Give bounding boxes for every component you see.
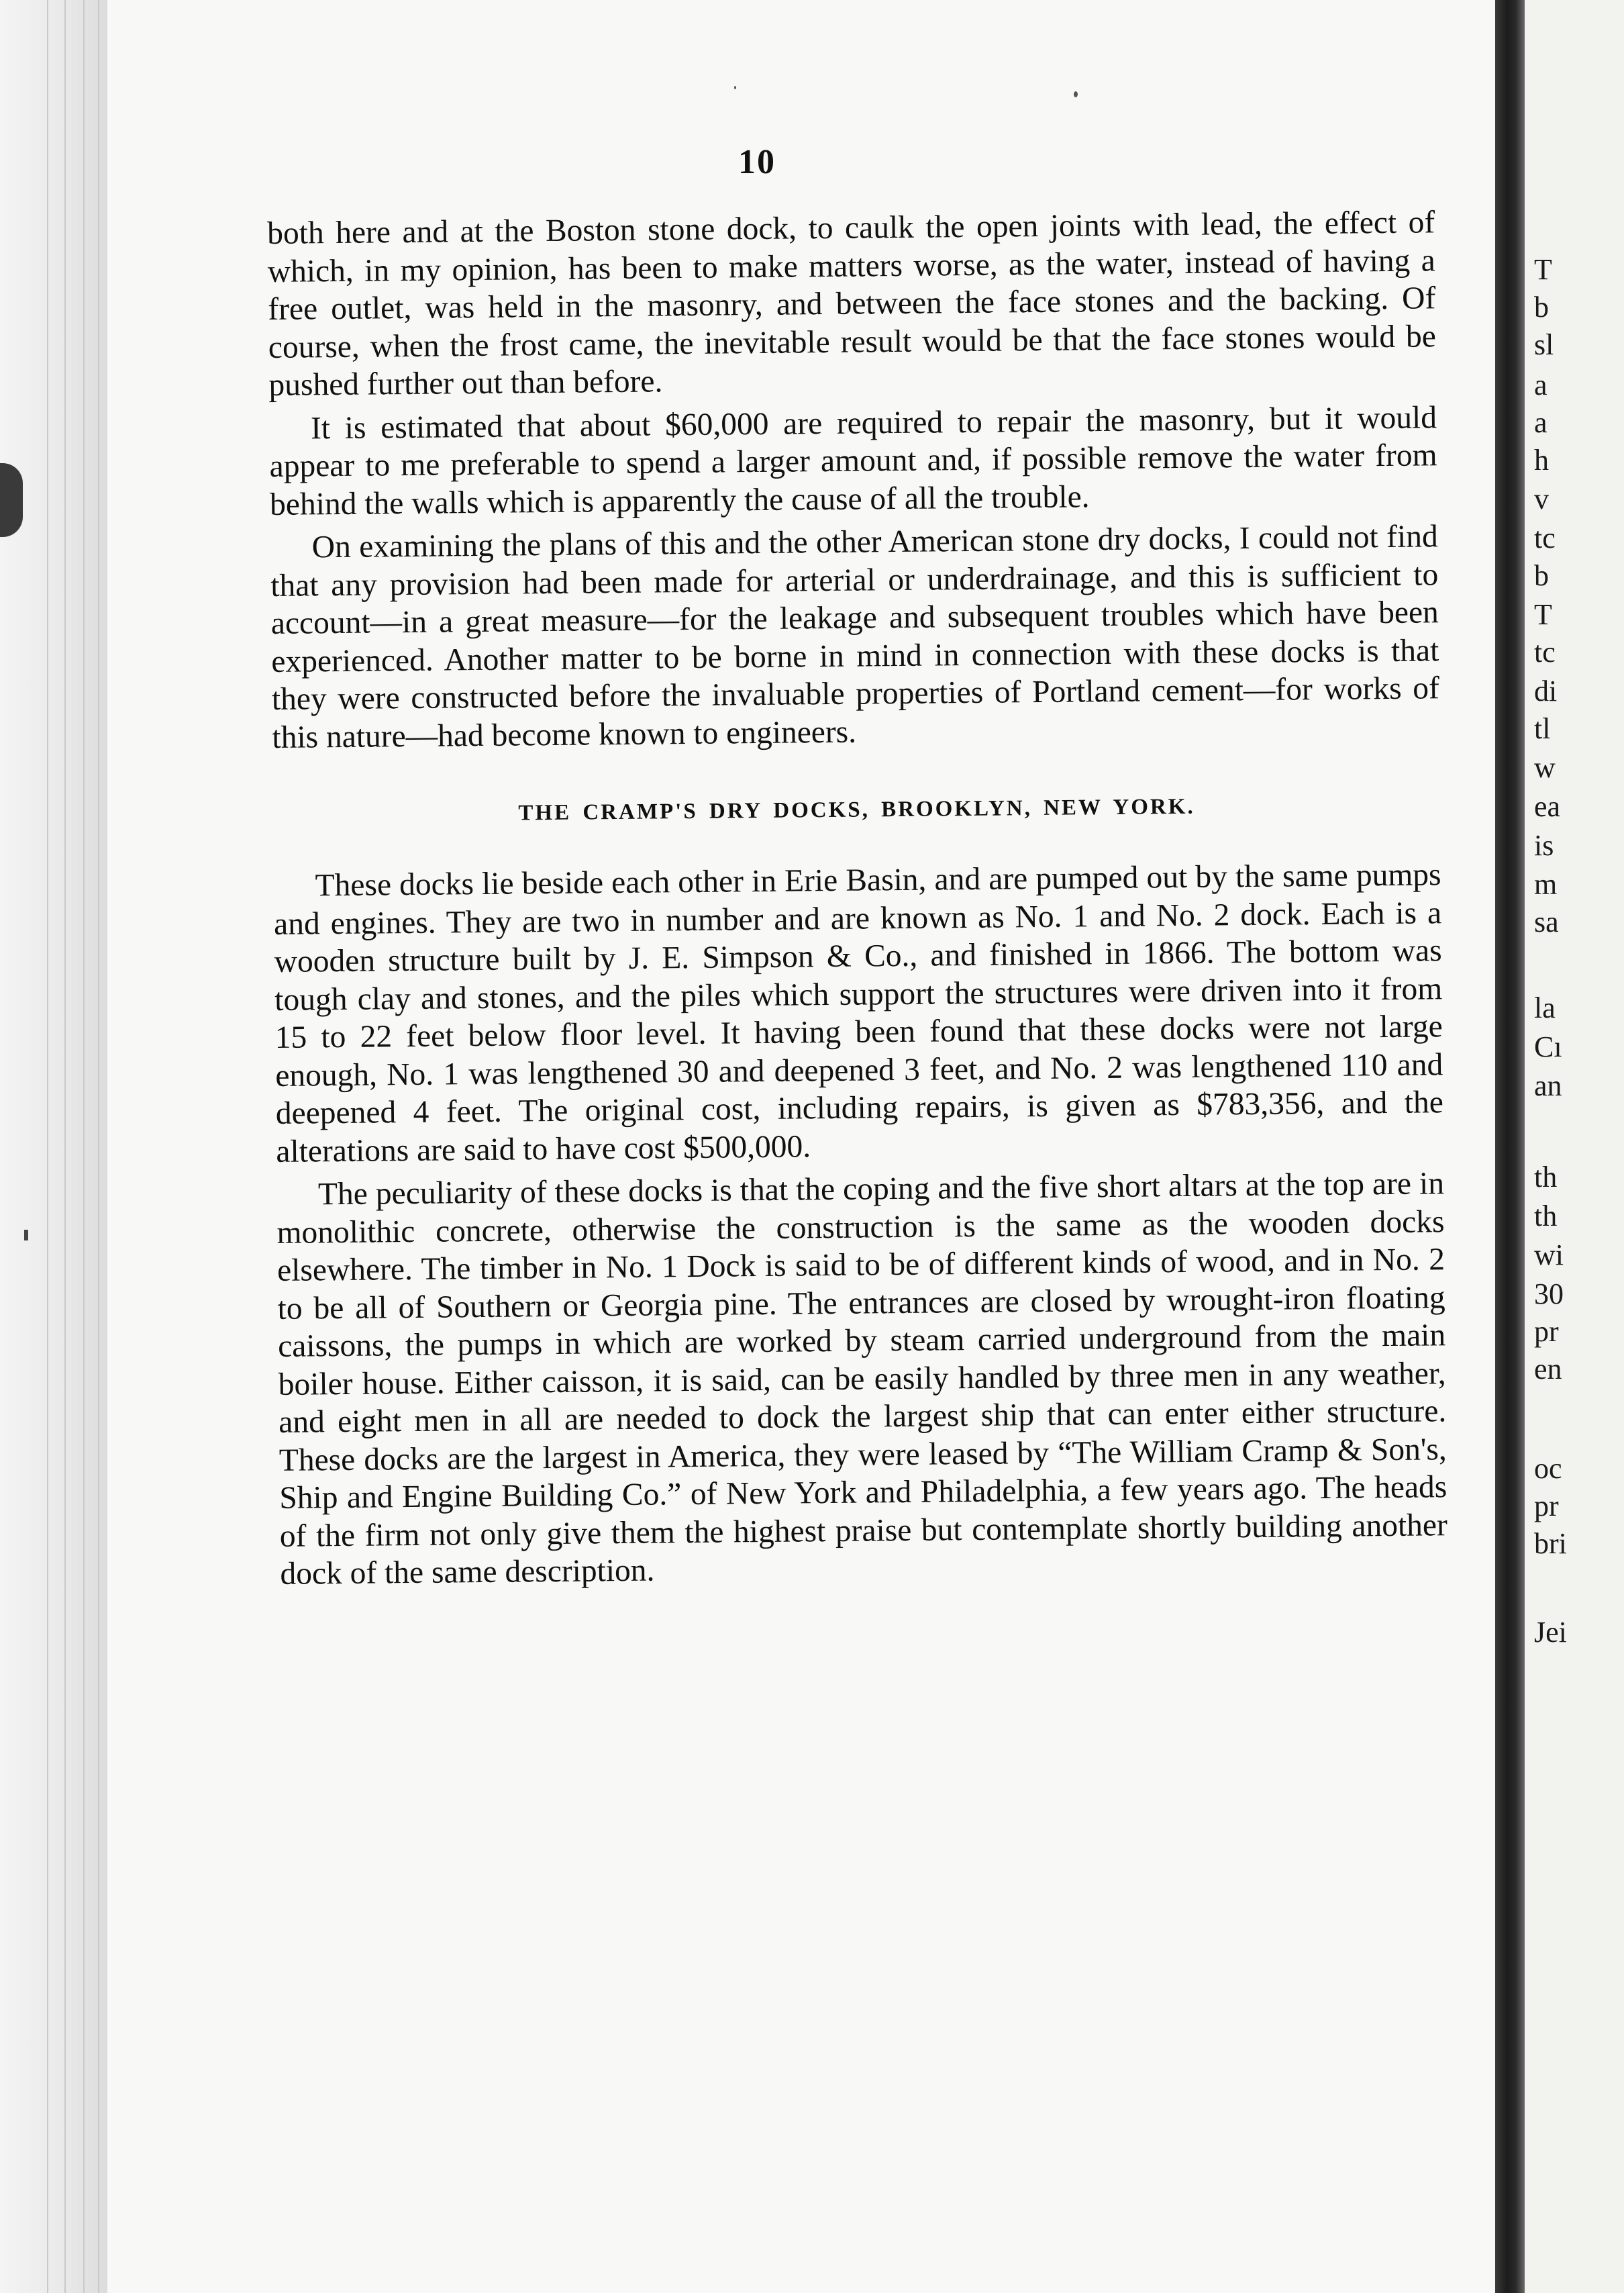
- section-heading: THE CRAMP'S DRY DOCKS, BROOKLYN, NEW YORK.: [518, 794, 1195, 826]
- paragraph-docks-description: These docks lie beside each other in Erie Basin, and are pumped out by the same pumps and engines. They are two in number and are known as No. 1 and No. 2 dock. Each is a wooden structure built by J. E. Simpson & Co., and finished in 1866. The bottom was tough clay and stones, and the piles which support the structures were driven into it from 15 to 22 feet below floor level. It having been found that these docks were not large enough, No. 1 was lengthened 30 and deepened 3 feet, and No. 2 was lengthened 110 and deepened 4 feet. The original cost, including repairs, is given as $783,356, and the alterations are said to have cost $500,000.: [273, 857, 1444, 1169]
- fore-edge-line: [83, 0, 85, 2293]
- facing-text-fragment: w: [1534, 751, 1556, 784]
- facing-page-strip: [1525, 0, 1624, 2293]
- body-text: [267, 203, 1448, 1593]
- fore-edge-line: [64, 0, 66, 2293]
- facing-text-fragment: is: [1534, 829, 1554, 862]
- scan-margin-dot: [24, 1230, 28, 1240]
- facing-text-fragment: th: [1534, 1161, 1558, 1193]
- facing-text-fragment: an: [1534, 1069, 1562, 1102]
- facing-text-fragment: v: [1534, 483, 1549, 516]
- paragraph-repair-cost: It is estimated that about $60,000 are required to repair the masonry, but it would appear to me preferable to spend a larger amount and, if possible remove the water from behind the walls which is apparently the cause of all the trouble.: [269, 399, 1437, 522]
- book-gutter: [1495, 0, 1525, 2293]
- facing-text-fragment: en: [1534, 1353, 1562, 1385]
- facing-text-fragment: bri: [1534, 1527, 1567, 1560]
- fore-edge-line: [47, 0, 48, 2293]
- facing-text-fragment: la: [1534, 991, 1556, 1024]
- facing-text-fragment: Cı: [1534, 1030, 1562, 1063]
- facing-text-fragment: h: [1534, 444, 1549, 477]
- facing-text-fragment: a: [1534, 406, 1547, 439]
- facing-text-fragment: m: [1534, 868, 1558, 901]
- facing-text-fragment: b: [1534, 559, 1549, 592]
- facing-text-fragment: tl: [1534, 712, 1551, 745]
- facing-text-fragment: di: [1534, 675, 1558, 708]
- facing-text-fragment: sl: [1534, 328, 1554, 361]
- paragraph-continued: both here and at the Boston stone dock, to caulk the open joints with lead, the effect of which, in my opinion, has been to make matters worse, as the water, instead of having a free outlet, was held in the masonry, and between the face stones and the backing. Of course, when the frost came, the inevitable result would be that the face stones would be pushed further out than before.: [267, 205, 1437, 403]
- paragraph-underdrainage: On examining the plans of this and the other American stone dry docks, I could not find that any provision had been made for arterial or underdrainage, and this is sufficient to account—in a great measure—for the leakage and subsequent troubles which have been experienced. Another matter to be borne in mind in connection with these docks is that they were constructed before the invaluable properties of Portland cement—for works of this nature—had become known to engineers.: [270, 519, 1440, 755]
- facing-text-fragment: sa: [1534, 906, 1559, 938]
- scan-margin-mark: [0, 463, 23, 537]
- facing-text-fragment: oc: [1534, 1452, 1562, 1485]
- paragraph-docks-peculiarity: The peculiarity of these docks is that the coping and the five short altars at the top are in monolithic concrete, otherwise the construction is the same as the wooden docks elsewhere. The timber in No. 1 Dock is said to be of different kinds of wood, and in No. 2 to be all of Southern or Georgia pine. The entrances are closed by wrought-iron floating caissons, the pumps in which are worked by steam carried underground from the main boiler house. Either caisson, it is said, can be easily handled by three men in any weather, and eight men in all are needed to dock the largest ship that can enter either structure. These docks are the largest in America, they were leased by “The William Cramp & Son's, Ship and Engine Building Co.” of New York and Philadelphia, a few years ago. The heads of the firm not only give them the highest praise but contemplate shortly building another dock of the same description.: [276, 1166, 1448, 1592]
- facing-text-fragment: ea: [1534, 790, 1561, 823]
- fore-edge-line: [98, 0, 99, 2293]
- facing-text-fragment: pr: [1534, 1490, 1559, 1522]
- facing-text-fragment: pr: [1534, 1315, 1559, 1348]
- facing-text-fragment: th: [1534, 1200, 1558, 1232]
- facing-text-fragment: a: [1534, 369, 1547, 401]
- facing-text-fragment: T: [1534, 253, 1552, 286]
- facing-text-fragment: tc: [1534, 636, 1556, 669]
- facing-text-fragment: tc: [1534, 522, 1556, 554]
- facing-text-fragment: wi: [1534, 1238, 1564, 1271]
- facing-text-fragment: b: [1534, 291, 1549, 324]
- facing-text-fragment: 30: [1534, 1277, 1564, 1310]
- facing-text-fragment: T: [1534, 598, 1552, 631]
- facing-text-fragment: Jei: [1534, 1616, 1567, 1649]
- scan-speck: [1074, 91, 1078, 97]
- page-number: 10: [738, 143, 776, 181]
- scan-speck: [734, 86, 736, 89]
- left-page-margin: [0, 0, 107, 2293]
